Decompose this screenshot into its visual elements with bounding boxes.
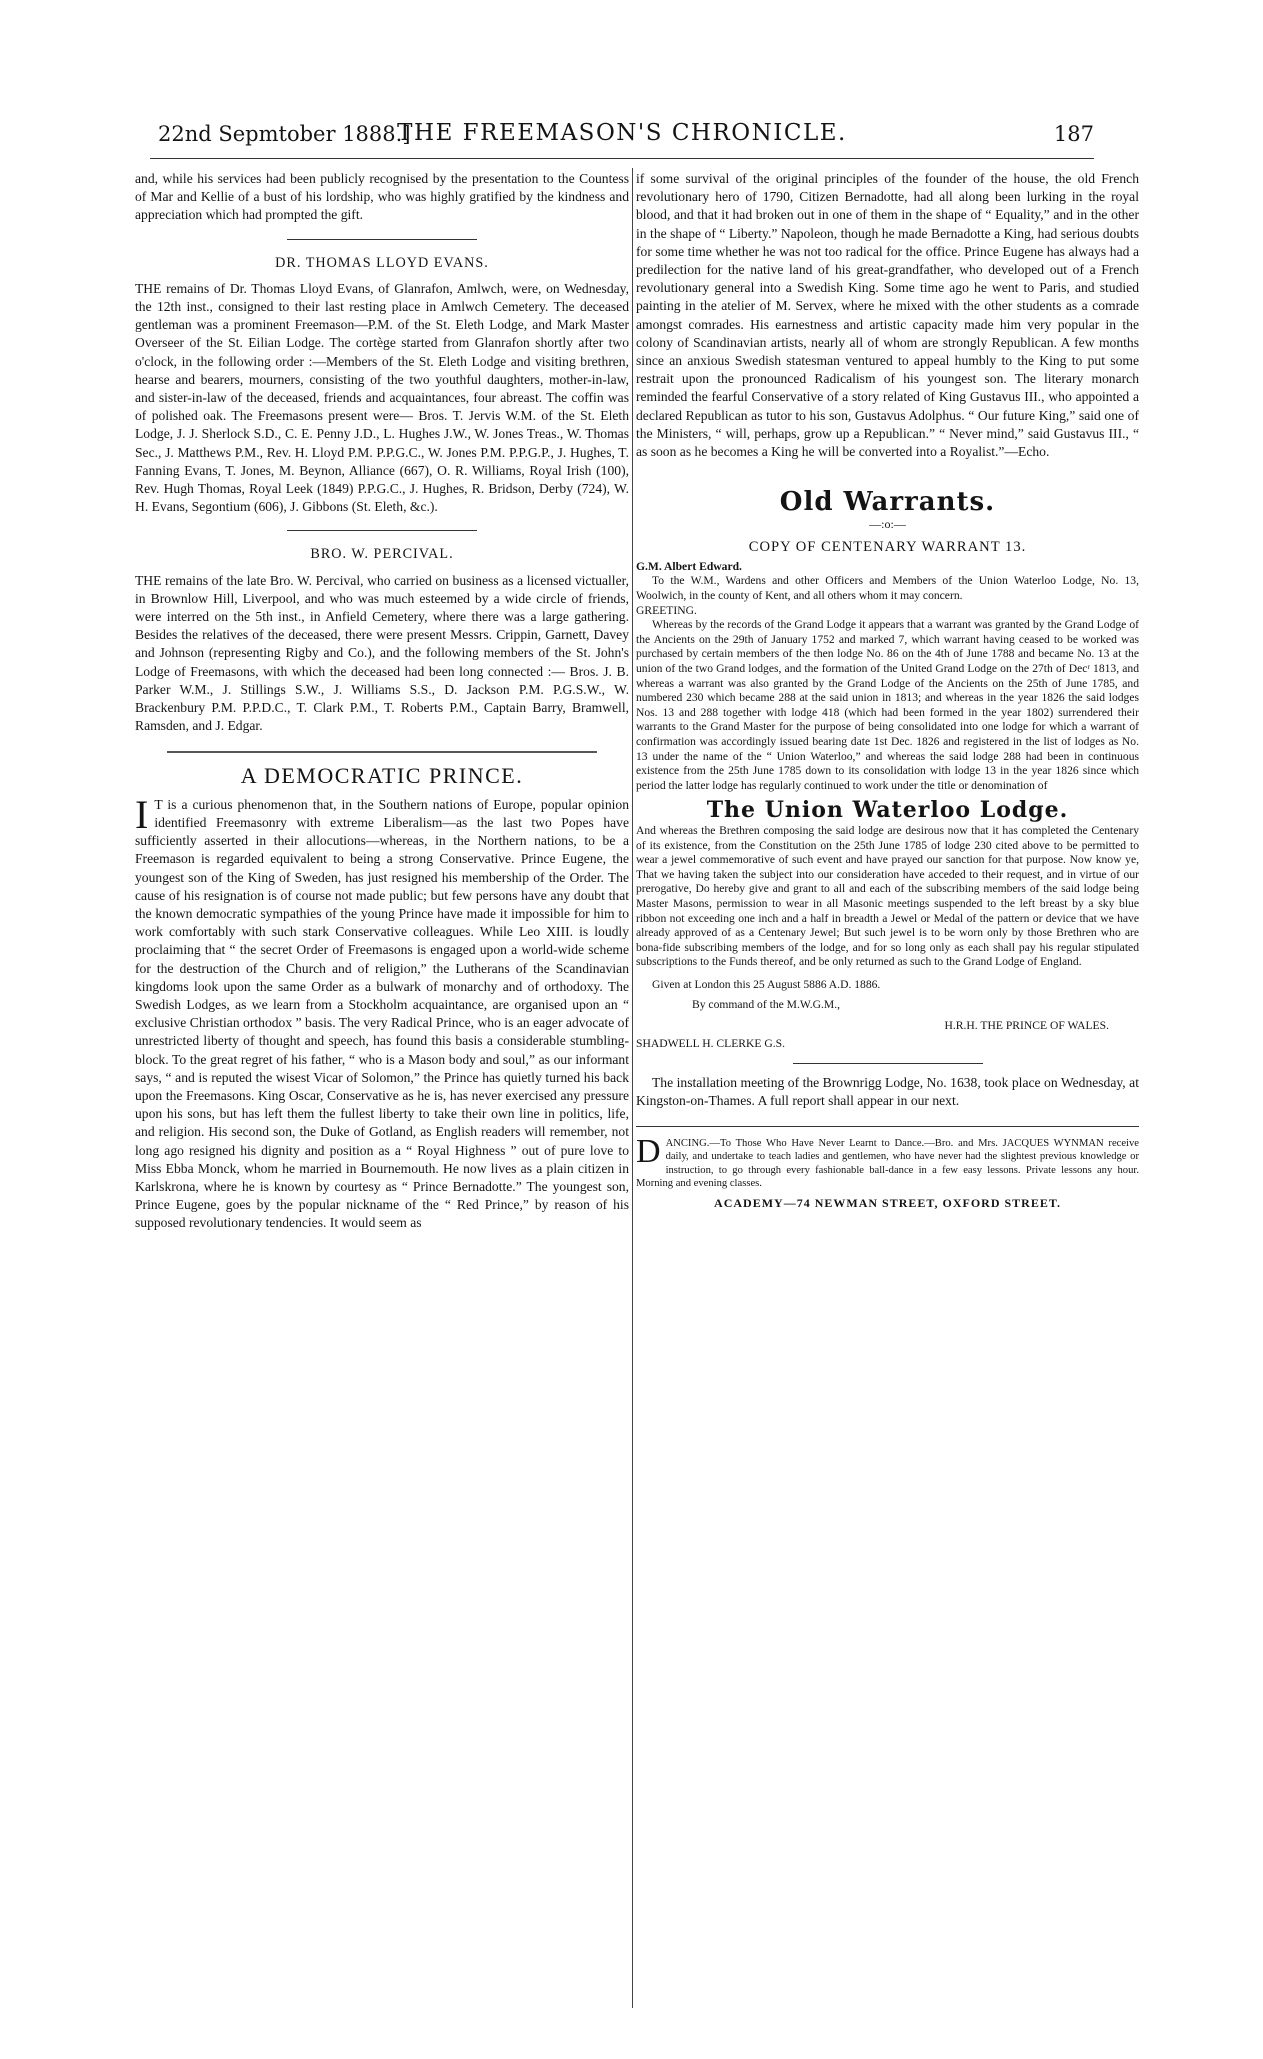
- section-rule: [287, 530, 477, 531]
- advert-address: ACADEMY—74 NEWMAN STREET, OXFORD STREET.: [714, 1195, 1061, 1210]
- masthead-rule: [150, 158, 1094, 159]
- page-number: 187: [1053, 122, 1094, 146]
- publication-title: THE FREEMASON'S CHRONICLE.: [397, 120, 847, 146]
- lodge-name: The Union Waterloo Lodge.: [706, 797, 1069, 824]
- prince-body: [135, 791, 629, 1233]
- prince-dropcap: I: [135, 791, 149, 837]
- warrant-para-1: Whereas by the records of the Grand Lodge it appears that a warrant was granted by the Grand Lodge of the Ancients on the 29th of January 1752 and marked 7, which warrant having ceased to be worked was purchased by certain members of the then lodge No. 86 on the 4th of June 1788 and became No. 13 at the union of the two Grand lodges, and the formation of the United Grand Lodge on the 27th of Decʳ 1813, and whereas a warrant was also granted by the Grand Lodge of the Ancients on the 25th of June 1785, and numbered 230 which became 288 at the said union in 1813; and whereas in the year 1826 the said lodges Nos. 13 and 288 together with lodge 418 (which had been formed in the year 1802) surrendered their warrants to the Grand Master for the purpose of being consolidated into one lodge for which a warrant of confirmation was accordingly issued bearing date 1st Dec. 1826 and registered in the list of lodges as No. 13 under the name of the “ Union Waterloo,” and whereas the said lodge 288 had been in continuous existence from the 25th June 1785 down to its consolidation with lodge 13 in the year 1826 since which period the latter lodge has regularly continued to work under the title or denomination of: [636, 618, 1139, 792]
- dancing-advert: [636, 1126, 1139, 1210]
- left-column: [135, 170, 629, 1233]
- column-divider: [632, 168, 633, 2008]
- issue-date: 22nd Sepmtober 1888.]: [158, 122, 411, 146]
- advert-dropcap: D: [636, 1133, 661, 1171]
- ornament-mark: —:o:—: [869, 517, 906, 532]
- warrant-para-2: And whereas the Brethren composing the said lodge are desirous now that it has completed the Centenary of its existence, from the Constitution on the 25th June 1785 of lodge 230 cited above to be permitted to wear a jewel commemorative of such event and have prayed our sanction for that purpose. Now know ye, That we having taken the subject into our consideration have acceded to their request, and in virtue of our prerogative, Do hereby give and grant to all and each of the subscribing members of the said lodge being Master Masons, permission to wear in all Masonic meetings suspended to the left breast by a sky blue ribbon not exceeding one inch and a half in breadth a Jewel or Medal of the pattern or device that we have already approved of as a Centenary Jewel; But such jewel is to be worn only by those Brethren who are bona-fide subscribing members of the lodge, and for so long only as each shall pay his regular stipulated subscriptions to the Funds thereof, and be only returned as such to the Grand Lodge of England.: [636, 823, 1139, 969]
- section-rule-decorative: [167, 751, 597, 753]
- warrant-greeting: GREETING.: [636, 603, 697, 617]
- warrant-text: [636, 560, 1139, 1051]
- prince-continued: if some survival of the original principles of the founder of the house, the old French revolutionary hero of 1790, Citizen Bernadotte, had all along been lurking in the royal blood, and that it had broken out in one of them in the shape of “ Equality,” and in the other in the shape of “ Liberty.” Napoleon, though he made Bernadotte a King, had serious doubts for some time whether he was not too radical for the office. Prince Eugene has always had a predilection for the native land of his great-grandfather, who developed out of a French revolutionary general into a Swedish King. Some time ago he went to Paris, and studied painting in the atelier of M. Servex, where he mixed with the other students as a comrade amongst comrades. His earnestness and artistic capacity made him very popular in the colony of Scandinavian artists, nearly all of whom are strongly Republican. A few months since an anxious Swedish statesman ventured to appeal humbly to the King to put some restrait upon the pronounced Radicalism of his youngest son. The literary monarch reminded the fearful Conservative of a story related of King Gustavus III., who appointed a declared Republican as tutor to his son, Gustavus Adolphus. “ Our future King,” said one of the Ministers, “ will, perhaps, grow up a Republican.” “ Never mind,” said Gustavus III., “ as soon as he becomes a King he will be converted into a Royalist.”—Echo.: [636, 171, 1139, 460]
- prince-body-text: T is a curious phenomenon that, in the Southern nations of Europe, popular opinion identified Freemasonry with extreme Liberalism—as the last two Popes have sufficiently asserted in their allocutions—whereas, in the Northern nations, to be a Freemason is regarded equivalent to being a strong Conservative. Prince Eugene, the youngest son of the King of Sweden, has just resigned his membership of the Order. The cause of his resignation is of course not made public; but few persons have any doubt that the known democratic sympathies of the young Prince have made it impossible for him to work comfortably with such stark Conservative colleagues. While Leo XIII. is loudly proclaiming that “ the secret Order of Freemasons is engaged upon a world-wide scheme for the destruction of the Church and of religion,” the Lutherans of the Scandinavian kingdoms look upon the same Order as a bulwark of monarchy and of orthodoxy. The Swedish Lodges, as we learn from a Stockholm acquaintance, are organised upon an “ exclusive Christian orthodox ” basis. The very Radical Prince, who is an eager advocate of unrestricted liberty of thought and speech, has found this basis a considerable stumbling-block. To the great regret of his father, “ who is a Mason body and soul,” as our informant says, “ and is reputed the wisest Vicar of Solomon,” the Prince has quietly turned his back upon the Freemasons. King Oscar, Conservative as he is, has never exercised any pressure upon his sons, but has left them the fullest liberty to take their own line in politics, life, and religion. His second son, the Duke of Gotland, as English readers will remember, not long ago resigned his dignity and position as a “ Royal Highness ” out of pure love to Miss Ebba Monck, whom he married in Bournemouth. He now lives as a plain citizen in Karlskrona, where he is known by courtesy as “ Prince Bernadotte.” The youngest son, Prince Eugene, goes by the popular nickname of the “ Red Prince,” by reason of his supposed revolutionary tendencies. It would seem as: [135, 796, 629, 1231]
- installation-notice: The installation meeting of the Brownrigg Lodge, No. 1638, took place on Wednesday, at Kingston-on-Thames. A full report shall appear in our next.: [636, 1074, 1139, 1108]
- prince-heading: A DEMOCRATIC PRINCE.: [240, 763, 524, 789]
- section-rule: [287, 239, 477, 240]
- masthead: [150, 118, 1094, 154]
- evans-body: THE remains of Dr. Thomas Lloyd Evans, of Glanrafon, Amlwch, were, on Wednesday, the 12th inst., consigned to their last resting place in Amlwch Cemetery. The deceased gentleman was a prominent Freemason—P.M. of the St. Eleth Lodge, and Mark Master Overseer of the St. Eilian Lodge. The cortège started from Glanrafon shortly after two o'clock, in the following order :—Members of the St. Eleth Lodge and visiting brethren, hearse and bearers, mourners, consisting of the two youthful daughters, mother-in-law, and sister-in-law of the deceased, friends and acquaintances, four abreast. The coffin was of polished oak. The Freemasons present were— Bros. T. Jervis W.M. of the St. Eleth Lodge, J. J. Sherlock S.D., C. E. Penny J.D., L. Hughes J.W., W. Jones Treas., W. Thomas Sec., J. Matthews P.M., Rev. H. Lloyd P.M. P.P.G.C., W. Jones P.M. P.P.G.P., J. Hughes, T. Fanning Evans, T. Jones, M. Beynon, Alliance (667), O. R. Williams, Royal Irish (100), Rev. Hugh Thomas, Royal Leek (1849) P.P.G.C., J. Hughes, R. Bridson, Derby (724), W. H. Evans, Segontium (606), J. Gibbons (St. Eleth, &c.).: [135, 280, 629, 515]
- section-rule: [793, 1063, 983, 1064]
- intro-paragraph: and, while his services had been publicly recognised by the presentation to the Countess of Mar and Kellie of a bust of his lordship, who was highly gratified by the kindness and appreciation which had prompted the gift.: [135, 171, 629, 223]
- right-column: [636, 170, 1139, 1210]
- percival-heading: BRO. W. PERCIVAL.: [310, 546, 454, 563]
- percival-body: THE remains of the late Bro. W. Percival, who carried on business as a licensed victualler, in Brownlow Hill, Liverpool, and who was much esteemed by a wide circle of friends, were interred on the 5th inst., in Anfield Cemetery, where there was a large gathering. Besides the relatives of the deceased, there were present Messrs. Crippin, Garnett, Davey and Johnson (representing Rigby and Co.), and the following members of the St. John's Lodge of Freemasons, with which the deceased had been long connected :— Bros. J. B. Parker W.M., J. Stillings S.W., J. Williams S.S., D. Jackson P.M. P.G.S.W., W. Brackenbury P.M. P.P.D.C., T. Clark P.M., T. Roberts P.M., Captain Barry, Bramwell, Ramsden, and J. Edgar.: [135, 572, 629, 734]
- warrant-subheading: COPY OF CENTENARY WARRANT 13.: [748, 538, 1027, 555]
- warrant-signatory-1: H.R.H. THE PRINCE OF WALES.: [944, 1019, 1109, 1033]
- warrants-heading: Old Warrants.: [779, 487, 996, 518]
- warrant-command: By command of the M.W.G.M.,: [692, 998, 841, 1012]
- evans-heading: DR. THOMAS LLOYD EVANS.: [275, 254, 489, 271]
- warrant-signatory-2: SHADWELL H. CLERKE G.S.: [636, 1036, 785, 1050]
- warrant-address: To the W.M., Wardens and other Officers and Members of the Union Waterloo Lodge, No. 13, Woolwich, in the county of Kent, and all others whom it may concern.: [636, 574, 1139, 603]
- advert-body: ANCING.—To Those Who Have Never Learnt to Dance.—Bro. and Mrs. JACQUES WYNMAN receive daily, and undertake to teach ladies and gentlemen, who have never had the slightest previous knowledge or instruction, to go through every fashionable ball-dance in a few easy lessons. Private lessons any hour. Morning and evening classes.: [636, 1138, 1139, 1190]
- warrant-given: Given at London this 25 August 5886 A.D. 1886.: [652, 977, 881, 991]
- warrant-grantor: G.M. Albert Edward.: [636, 559, 742, 573]
